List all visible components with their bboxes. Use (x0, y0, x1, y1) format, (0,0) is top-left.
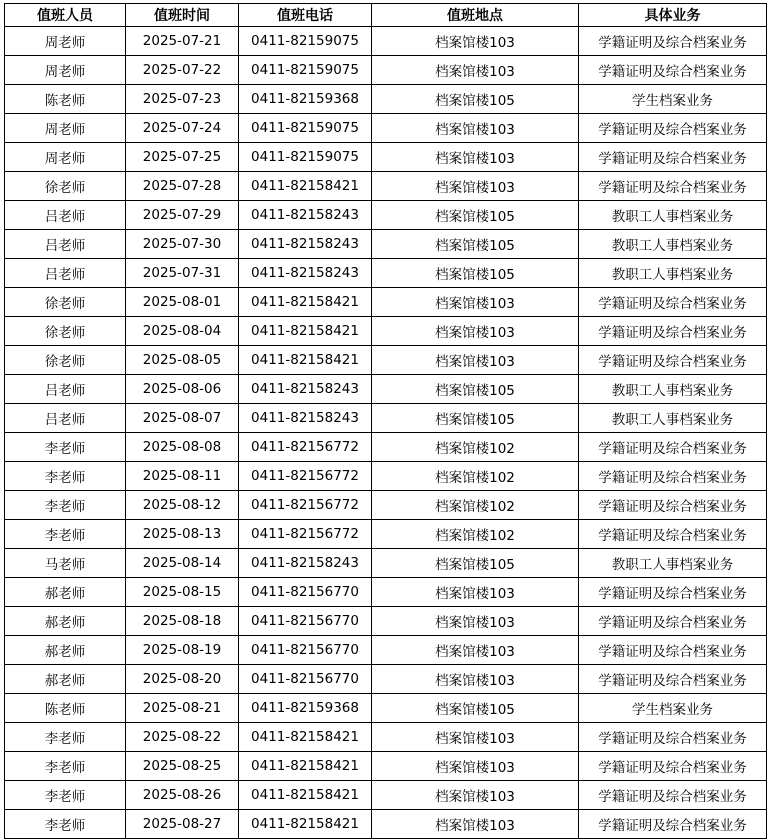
business-cell: 学籍证明及综合档案业务 (579, 810, 767, 839)
staff-cell: 李老师 (5, 781, 126, 810)
date-cell: 2025-07-29 (126, 201, 239, 230)
date-cell: 2025-08-13 (126, 520, 239, 549)
date-cell: 2025-08-25 (126, 752, 239, 781)
phone-cell: 0411-82158243 (239, 404, 372, 433)
business-cell: 教职工人事档案业务 (579, 201, 767, 230)
header-phone: 值班电话 (239, 4, 372, 27)
table-row (5, 723, 767, 752)
table-row (5, 636, 767, 665)
table-row (5, 578, 767, 607)
business-cell: 学籍证明及综合档案业务 (579, 346, 767, 375)
business-cell: 学籍证明及综合档案业务 (579, 665, 767, 694)
staff-cell: 郝老师 (5, 636, 126, 665)
phone-cell: 0411-82156770 (239, 607, 372, 636)
location-cell: 档案馆楼105 (372, 694, 579, 723)
date-cell: 2025-08-27 (126, 810, 239, 839)
business-cell: 学籍证明及综合档案业务 (579, 636, 767, 665)
business-cell: 学籍证明及综合档案业务 (579, 143, 767, 172)
table-body (5, 27, 767, 839)
staff-cell: 李老师 (5, 433, 126, 462)
location-cell: 档案馆楼102 (372, 462, 579, 491)
phone-cell: 0411-82158243 (239, 375, 372, 404)
table-row (5, 462, 767, 491)
date-cell: 2025-08-01 (126, 288, 239, 317)
table-row (5, 375, 767, 404)
location-cell: 档案馆楼103 (372, 810, 579, 839)
header-staff: 值班人员 (5, 4, 126, 27)
business-cell: 教职工人事档案业务 (579, 230, 767, 259)
location-cell: 档案馆楼103 (372, 56, 579, 85)
business-cell: 学籍证明及综合档案业务 (579, 27, 767, 56)
business-cell: 教职工人事档案业务 (579, 549, 767, 578)
date-cell: 2025-08-20 (126, 665, 239, 694)
table-row (5, 114, 767, 143)
business-cell: 学籍证明及综合档案业务 (579, 752, 767, 781)
location-cell: 档案馆楼103 (372, 27, 579, 56)
staff-cell: 李老师 (5, 491, 126, 520)
staff-cell: 郝老师 (5, 607, 126, 636)
staff-cell: 李老师 (5, 520, 126, 549)
location-cell: 档案馆楼105 (372, 404, 579, 433)
date-cell: 2025-08-18 (126, 607, 239, 636)
date-cell: 2025-07-25 (126, 143, 239, 172)
phone-cell: 0411-82159075 (239, 27, 372, 56)
business-cell: 学籍证明及综合档案业务 (579, 578, 767, 607)
table-row (5, 85, 767, 114)
date-cell: 2025-08-26 (126, 781, 239, 810)
table-row (5, 404, 767, 433)
date-cell: 2025-08-08 (126, 433, 239, 462)
table-row (5, 694, 767, 723)
phone-cell: 0411-82158421 (239, 346, 372, 375)
business-cell: 教职工人事档案业务 (579, 404, 767, 433)
business-cell: 学籍证明及综合档案业务 (579, 317, 767, 346)
phone-cell: 0411-82156772 (239, 491, 372, 520)
business-cell: 学籍证明及综合档案业务 (579, 781, 767, 810)
date-cell: 2025-08-04 (126, 317, 239, 346)
location-cell: 档案馆楼103 (372, 172, 579, 201)
phone-cell: 0411-82158243 (239, 259, 372, 288)
staff-cell: 马老师 (5, 549, 126, 578)
staff-cell: 李老师 (5, 462, 126, 491)
business-cell: 学籍证明及综合档案业务 (579, 114, 767, 143)
business-cell: 学籍证明及综合档案业务 (579, 433, 767, 462)
staff-cell: 周老师 (5, 56, 126, 85)
location-cell: 档案馆楼103 (372, 636, 579, 665)
header-row (5, 4, 767, 27)
date-cell: 2025-08-05 (126, 346, 239, 375)
location-cell: 档案馆楼103 (372, 143, 579, 172)
table-row (5, 56, 767, 85)
date-cell: 2025-07-28 (126, 172, 239, 201)
table-row (5, 346, 767, 375)
phone-cell: 0411-82158243 (239, 201, 372, 230)
staff-cell: 徐老师 (5, 317, 126, 346)
business-cell: 学籍证明及综合档案业务 (579, 462, 767, 491)
business-cell: 学生档案业务 (579, 694, 767, 723)
phone-cell: 0411-82159075 (239, 114, 372, 143)
business-cell: 学籍证明及综合档案业务 (579, 172, 767, 201)
staff-cell: 吕老师 (5, 230, 126, 259)
table-row (5, 230, 767, 259)
phone-cell: 0411-82156770 (239, 578, 372, 607)
location-cell: 档案馆楼103 (372, 317, 579, 346)
header-date: 值班时间 (126, 4, 239, 27)
table-row (5, 491, 767, 520)
date-cell: 2025-08-11 (126, 462, 239, 491)
location-cell: 档案馆楼105 (372, 85, 579, 114)
staff-cell: 徐老师 (5, 346, 126, 375)
phone-cell: 0411-82158421 (239, 781, 372, 810)
table-row (5, 549, 767, 578)
date-cell: 2025-07-23 (126, 85, 239, 114)
duty-schedule-table (4, 3, 767, 839)
staff-cell: 吕老师 (5, 201, 126, 230)
phone-cell: 0411-82158421 (239, 810, 372, 839)
date-cell: 2025-07-31 (126, 259, 239, 288)
staff-cell: 李老师 (5, 810, 126, 839)
phone-cell: 0411-82158421 (239, 288, 372, 317)
staff-cell: 周老师 (5, 143, 126, 172)
location-cell: 档案馆楼103 (372, 114, 579, 143)
phone-cell: 0411-82159368 (239, 85, 372, 114)
table-row (5, 520, 767, 549)
location-cell: 档案馆楼103 (372, 665, 579, 694)
phone-cell: 0411-82158243 (239, 549, 372, 578)
date-cell: 2025-07-24 (126, 114, 239, 143)
phone-cell: 0411-82156770 (239, 636, 372, 665)
business-cell: 学籍证明及综合档案业务 (579, 607, 767, 636)
staff-cell: 李老师 (5, 723, 126, 752)
table-row (5, 433, 767, 462)
phone-cell: 0411-82156772 (239, 520, 372, 549)
business-cell: 学生档案业务 (579, 85, 767, 114)
table-row (5, 752, 767, 781)
business-cell: 教职工人事档案业务 (579, 259, 767, 288)
staff-cell: 李老师 (5, 752, 126, 781)
location-cell: 档案馆楼103 (372, 723, 579, 752)
location-cell: 档案馆楼103 (372, 288, 579, 317)
location-cell: 档案馆楼103 (372, 578, 579, 607)
location-cell: 档案馆楼105 (372, 375, 579, 404)
phone-cell: 0411-82158421 (239, 172, 372, 201)
phone-cell: 0411-82156772 (239, 462, 372, 491)
location-cell: 档案馆楼105 (372, 259, 579, 288)
date-cell: 2025-08-19 (126, 636, 239, 665)
date-cell: 2025-08-22 (126, 723, 239, 752)
date-cell: 2025-08-21 (126, 694, 239, 723)
date-cell: 2025-08-06 (126, 375, 239, 404)
location-cell: 档案馆楼103 (372, 607, 579, 636)
phone-cell: 0411-82158421 (239, 723, 372, 752)
business-cell: 学籍证明及综合档案业务 (579, 723, 767, 752)
date-cell: 2025-08-12 (126, 491, 239, 520)
phone-cell: 0411-82158421 (239, 752, 372, 781)
location-cell: 档案馆楼105 (372, 549, 579, 578)
phone-cell: 0411-82158243 (239, 230, 372, 259)
location-cell: 档案馆楼103 (372, 346, 579, 375)
location-cell: 档案馆楼102 (372, 433, 579, 462)
table-row (5, 172, 767, 201)
date-cell: 2025-08-14 (126, 549, 239, 578)
staff-cell: 郝老师 (5, 578, 126, 607)
staff-cell: 陈老师 (5, 694, 126, 723)
date-cell: 2025-07-22 (126, 56, 239, 85)
table-row (5, 143, 767, 172)
business-cell: 学籍证明及综合档案业务 (579, 520, 767, 549)
date-cell: 2025-08-15 (126, 578, 239, 607)
business-cell: 学籍证明及综合档案业务 (579, 491, 767, 520)
location-cell: 档案馆楼105 (372, 230, 579, 259)
phone-cell: 0411-82156770 (239, 665, 372, 694)
date-cell: 2025-07-21 (126, 27, 239, 56)
phone-cell: 0411-82159075 (239, 143, 372, 172)
table-row (5, 201, 767, 230)
table-row (5, 781, 767, 810)
staff-cell: 陈老师 (5, 85, 126, 114)
staff-cell: 徐老师 (5, 172, 126, 201)
phone-cell: 0411-82158421 (239, 317, 372, 346)
staff-cell: 周老师 (5, 114, 126, 143)
table-row (5, 288, 767, 317)
date-cell: 2025-08-07 (126, 404, 239, 433)
table-row (5, 665, 767, 694)
phone-cell: 0411-82156772 (239, 433, 372, 462)
date-cell: 2025-07-30 (126, 230, 239, 259)
business-cell: 教职工人事档案业务 (579, 375, 767, 404)
header-location: 值班地点 (372, 4, 579, 27)
staff-cell: 郝老师 (5, 665, 126, 694)
staff-cell: 吕老师 (5, 404, 126, 433)
table-row (5, 607, 767, 636)
staff-cell: 吕老师 (5, 375, 126, 404)
business-cell: 学籍证明及综合档案业务 (579, 288, 767, 317)
table-row (5, 259, 767, 288)
phone-cell: 0411-82159368 (239, 694, 372, 723)
table-row (5, 317, 767, 346)
phone-cell: 0411-82159075 (239, 56, 372, 85)
staff-cell: 徐老师 (5, 288, 126, 317)
business-cell: 学籍证明及综合档案业务 (579, 56, 767, 85)
staff-cell: 吕老师 (5, 259, 126, 288)
header-business: 具体业务 (579, 4, 767, 27)
location-cell: 档案馆楼103 (372, 781, 579, 810)
staff-cell: 周老师 (5, 27, 126, 56)
table-row (5, 810, 767, 839)
table-row (5, 27, 767, 56)
location-cell: 档案馆楼102 (372, 491, 579, 520)
location-cell: 档案馆楼103 (372, 752, 579, 781)
location-cell: 档案馆楼102 (372, 520, 579, 549)
location-cell: 档案馆楼105 (372, 201, 579, 230)
